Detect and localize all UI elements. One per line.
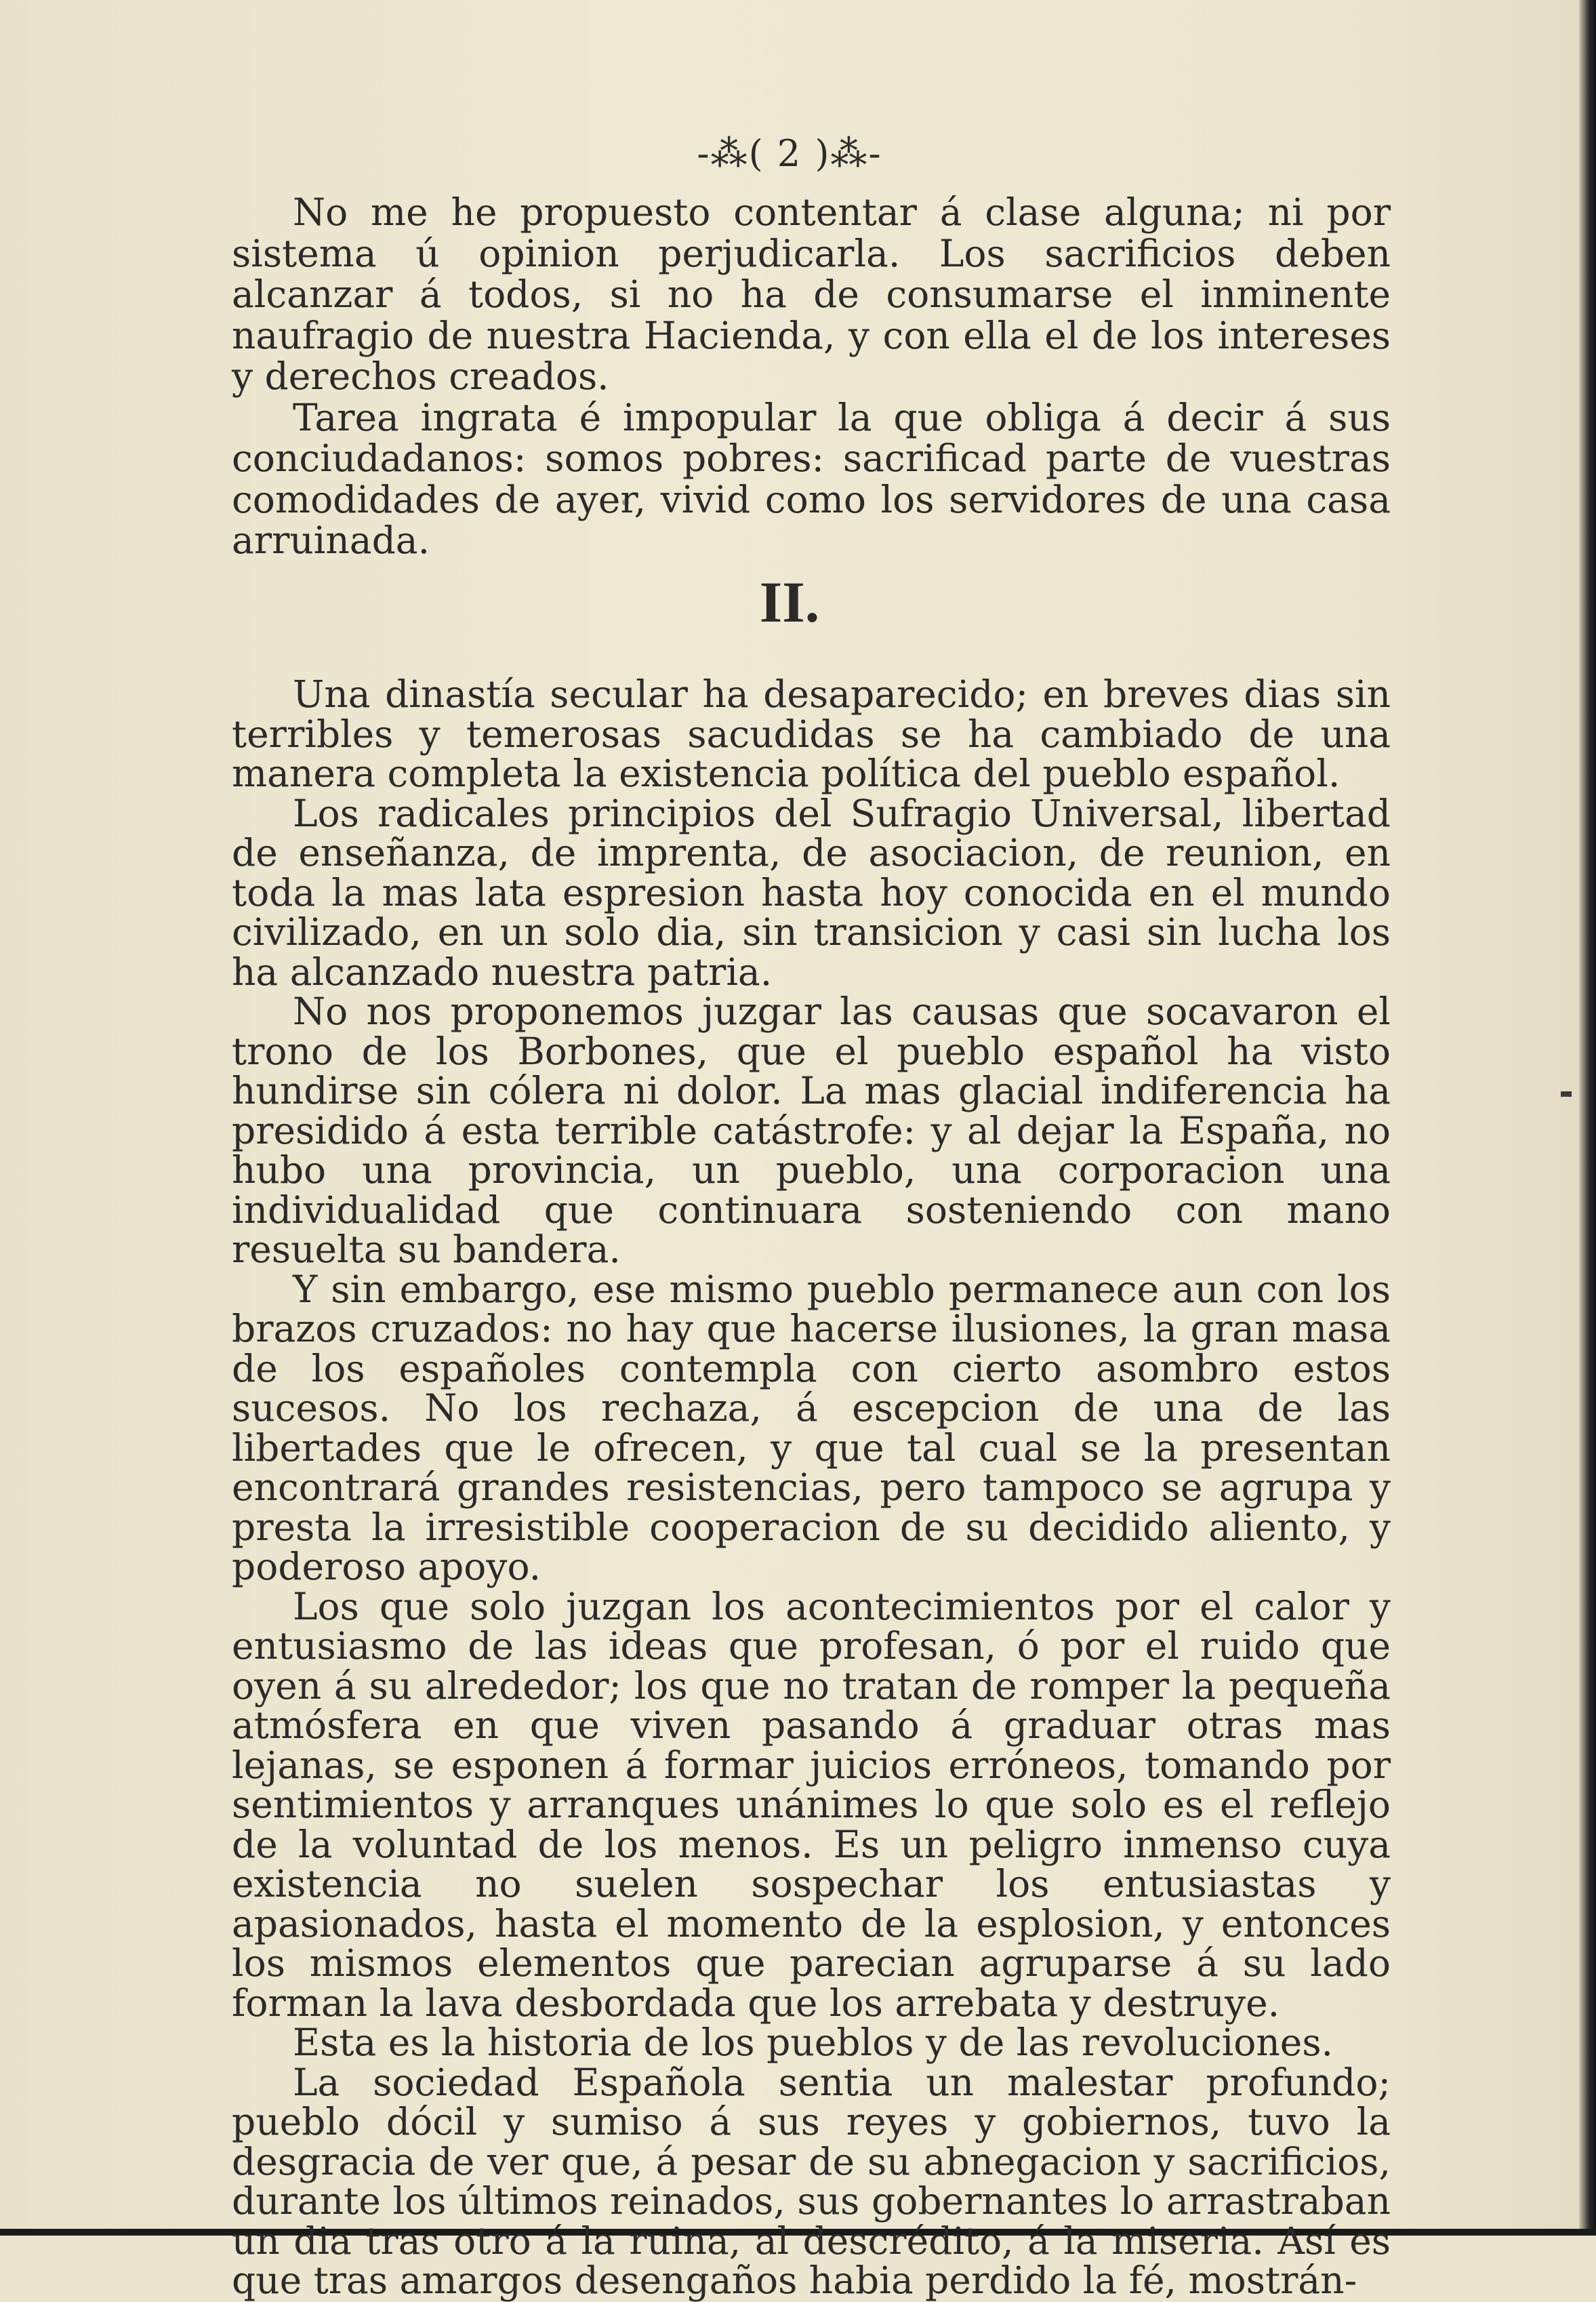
paragraph: Y sin embargo, ese mismo pueblo permanece aun con los brazos cruzados: no hay que hacerse ilusiones, la gran masa de los españoles contempla con cierto asombro estos sucesos. No los rechaza, á escepcion de una de las libertades que le ofrecen, y que tal cual se la presentan encontrará grandes resistencias, pero tampoco se agrupa y presta la irresistible cooperacion de su decidido aliento, y poderoso apoyo. [232,1267,1391,1588]
paragraph: Una dinastía secular ha desaparecido; en breves dias sin terribles y temerosas sacudidas se ha cambiado de una manera completa la existencia política del pueblo español. [232,672,1391,795]
section-1-text [232,192,1391,561]
paragraph: Los que solo juzgan los acontecimientos por el calor y entusiasmo de las ideas que profesan, ó por el ruido que oyen á su alrededor; los que no tratan de romper la pequeña atmósfera en que viven pasando á graduar otras mas lejanas, se esponen á formar juicios erróneos, tomando por sentimientos y arranques unánimes lo que solo es el reflejo de la voluntad de los menos. Es un peligro inmenso cuya existencia no suelen sospechar los entusiastas y apasionados, hasta el momento de la esplosion, y entonces los mismos elementos que parecian agruparse á su lado forman la lava desbordada que los arrebata y destruye. [232,1584,1391,2025]
page-edge-right [1579,0,1596,2236]
paragraph: Tarea ingrata é impopular la que obliga á decir á sus conciudadanos: somos pobres: sacrificad parte de vuestras comodidades de ayer, vivid como los servidores de una casa arruinada. [232,395,1391,562]
section-2-text [232,674,1391,2301]
section-heading: II. [759,569,820,634]
paragraph: No me he propuesto contentar á clase alguna; ni por sistema ú opinion perjudicarla. Los sacrificios deben alcanzar á todos, si no ha de consumarse el inminente naufragio de nuestra Hacienda, y con ella el de los intereses y derechos creados. [232,190,1391,398]
paragraph: Los radicales principios del Sufragio Universal, libertad de enseñanza, de imprenta, de asociacion, de reunion, en toda la mas lata espresion hasta hoy conocida en el mundo civilizado, en un solo dia, sin transicion y casi sin lucha los ha alcanzado nuestra patria. [232,791,1391,994]
paragraph: No nos proponemos juzgar las causas que socavaron el trono de los Borbones, que el pueblo español ha visto hundirse sin cólera ni dolor. La mas glacial indiferencia ha presidido á esta terrible catástrofe: y al dejar la España, no hubo una provincia, un pueblo, una corporacion una individualidad que continuara sosteniendo con mano resuelta su bandera. [232,990,1391,1271]
margin-mark [1561,1091,1572,1097]
paragraph: Esta es la historia de los pueblos y de las revoluciones. [293,2021,1334,2064]
paragraph: La sociedad Española sentia un malestar profundo; pueblo dócil y sumiso á sus reyes y gobiernos, tuvo la desgracia de ver que, á pesar de su abnegacion y sacrificios, durante los últimos reinados, sus gobernantes lo arrastraban un dia tras otro á la ruina, al descrédito, á la miseria. Así es que tras amargos desengaños habia perdido la fé, mostrán- [232,2060,1391,2302]
page-number-header: -⁂( 2 )⁂- [697,132,882,175]
